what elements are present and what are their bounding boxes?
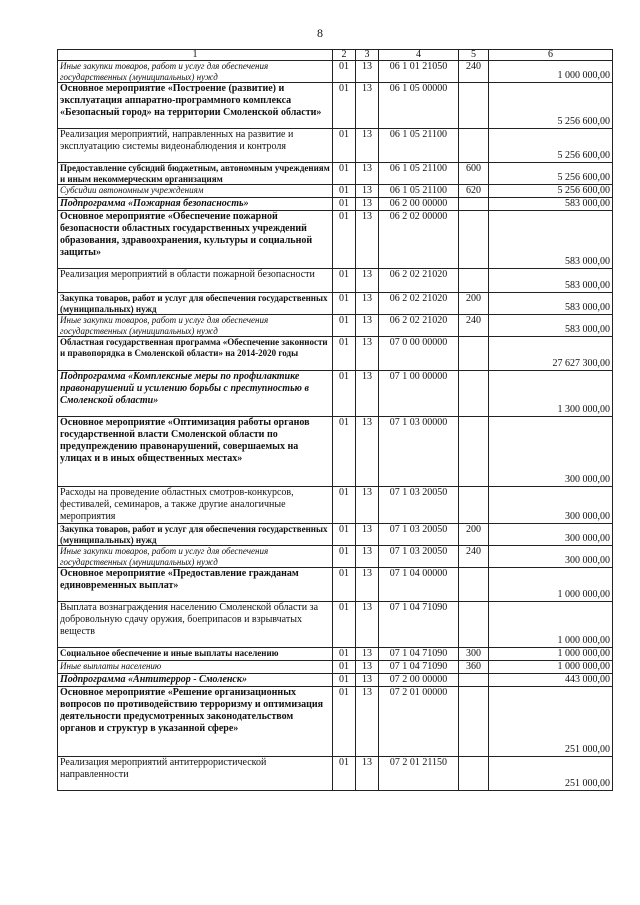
row-section-cell: 01 <box>333 83 356 129</box>
row-expense-type-cell <box>459 417 489 487</box>
page-number: 8 <box>317 26 323 40</box>
row-expense-type-cell: 200 <box>459 293 489 315</box>
row-subsection-cell: 13 <box>356 371 379 417</box>
row-name-cell: Подпрограмма «Антитеррор - Смоленск» <box>58 674 333 687</box>
table-row <box>58 185 613 198</box>
row-expense-type-cell <box>459 198 489 211</box>
row-subsection-cell: 13 <box>356 163 379 185</box>
table-row <box>58 269 613 293</box>
row-section-cell: 01 <box>333 487 356 524</box>
row-target-article-cell: 07 1 04 71090 <box>379 661 459 674</box>
row-expense-type-cell: 300 <box>459 648 489 661</box>
row-target-article-cell: 07 1 03 20050 <box>379 546 459 568</box>
table-row <box>58 546 613 568</box>
table-row <box>58 602 613 648</box>
row-name-cell: Закупка товаров, работ и услуг для обеспечения государственных (муниципальных) нужд <box>58 524 333 546</box>
header-cell: 6 <box>489 50 613 61</box>
row-amount-cell: 1 000 000,00 <box>489 661 613 674</box>
row-target-article-cell: 07 2 01 21150 <box>379 757 459 791</box>
row-subsection-cell: 13 <box>356 487 379 524</box>
row-expense-type-cell <box>459 337 489 371</box>
row-amount-cell: 1 000 000,00 <box>489 568 613 602</box>
table-row <box>58 417 613 487</box>
row-expense-type-cell <box>459 674 489 687</box>
header-cell: 4 <box>379 50 459 61</box>
row-expense-type-cell: 360 <box>459 661 489 674</box>
table-row <box>58 661 613 674</box>
row-subsection-cell: 13 <box>356 269 379 293</box>
row-section-cell: 01 <box>333 129 356 163</box>
row-target-article-cell: 06 2 02 21020 <box>379 315 459 337</box>
row-name-cell: Выплата вознаграждения населению Смоленской области за добровольную сдачу оружия, боеприпасов и взрывчатых веществ <box>58 602 333 648</box>
row-subsection-cell: 13 <box>356 198 379 211</box>
row-expense-type-cell: 240 <box>459 315 489 337</box>
row-section-cell: 01 <box>333 546 356 568</box>
row-subsection-cell: 13 <box>356 293 379 315</box>
table-row <box>58 337 613 371</box>
row-target-article-cell: 06 1 05 00000 <box>379 83 459 129</box>
table-row <box>58 568 613 602</box>
row-expense-type-cell <box>459 487 489 524</box>
row-expense-type-cell: 620 <box>459 185 489 198</box>
row-name-cell: Основное мероприятие «Оптимизация работы органов государственной власти Смоленской области по предупреждению правонарушений, совершаемых на улицах и в иных общественных местах» <box>58 417 333 487</box>
table-row <box>58 371 613 417</box>
row-subsection-cell: 13 <box>356 757 379 791</box>
row-subsection-cell: 13 <box>356 524 379 546</box>
table-row <box>58 674 613 687</box>
row-target-article-cell: 07 2 00 00000 <box>379 674 459 687</box>
row-target-article-cell: 07 1 04 71090 <box>379 602 459 648</box>
row-amount-cell: 583 000,00 <box>489 315 613 337</box>
row-name-cell: Подпрограмма «Комплексные меры по профилактике правонарушений и усилению борьбы с преступностью в Смоленской области» <box>58 371 333 417</box>
row-name-cell: Реализация мероприятий, направленных на развитие и эксплуатацию системы видеонаблюдения и контроля <box>58 129 333 163</box>
row-name-cell: Подпрограмма «Пожарная безопасность» <box>58 198 333 211</box>
row-target-article-cell: 06 1 05 21100 <box>379 185 459 198</box>
table-row <box>58 163 613 185</box>
row-name-cell: Предоставление субсидий бюджетным, автономным учреждениям и иным некоммерческим организациям <box>58 163 333 185</box>
row-amount-cell: 5 256 600,00 <box>489 129 613 163</box>
row-amount-cell: 251 000,00 <box>489 687 613 757</box>
row-expense-type-cell <box>459 687 489 757</box>
row-expense-type-cell <box>459 602 489 648</box>
row-section-cell: 01 <box>333 293 356 315</box>
row-expense-type-cell: 600 <box>459 163 489 185</box>
row-name-cell: Закупка товаров, работ и услуг для обеспечения государственных (муниципальных) нужд <box>58 293 333 315</box>
row-target-article-cell: 07 1 03 20050 <box>379 487 459 524</box>
row-subsection-cell: 13 <box>356 648 379 661</box>
header-cell: 1 <box>58 50 333 61</box>
row-amount-cell: 583 000,00 <box>489 269 613 293</box>
row-name-cell: Иные закупки товаров, работ и услуг для обеспечения государственных (муниципальных) нужд <box>58 546 333 568</box>
row-target-article-cell: 06 1 01 21050 <box>379 61 459 83</box>
row-subsection-cell: 13 <box>356 661 379 674</box>
row-section-cell: 01 <box>333 269 356 293</box>
table-row <box>58 293 613 315</box>
row-target-article-cell: 06 2 00 00000 <box>379 198 459 211</box>
row-section-cell: 01 <box>333 198 356 211</box>
row-subsection-cell: 13 <box>356 546 379 568</box>
row-amount-cell: 583 000,00 <box>489 198 613 211</box>
row-expense-type-cell: 200 <box>459 524 489 546</box>
row-section-cell: 01 <box>333 315 356 337</box>
row-target-article-cell: 07 1 00 00000 <box>379 371 459 417</box>
row-section-cell: 01 <box>333 661 356 674</box>
row-section-cell: 01 <box>333 417 356 487</box>
row-subsection-cell: 13 <box>356 211 379 269</box>
row-amount-cell: 5 256 600,00 <box>489 185 613 198</box>
row-subsection-cell: 13 <box>356 674 379 687</box>
row-target-article-cell: 06 2 02 21020 <box>379 293 459 315</box>
row-amount-cell: 300 000,00 <box>489 546 613 568</box>
row-amount-cell: 583 000,00 <box>489 293 613 315</box>
row-amount-cell: 300 000,00 <box>489 417 613 487</box>
row-amount-cell: 27 627 300,00 <box>489 337 613 371</box>
row-section-cell: 01 <box>333 674 356 687</box>
row-name-cell: Иные выплаты населению <box>58 661 333 674</box>
row-amount-cell: 5 256 600,00 <box>489 163 613 185</box>
row-target-article-cell: 06 1 05 21100 <box>379 163 459 185</box>
row-expense-type-cell <box>459 129 489 163</box>
row-amount-cell: 5 256 600,00 <box>489 83 613 129</box>
row-name-cell: Основное мероприятие «Обеспечение пожарной безопасности областных государственных учреждений образования, здравоохранения, культуры и социальной защиты» <box>58 211 333 269</box>
row-section-cell: 01 <box>333 371 356 417</box>
row-target-article-cell: 07 1 03 00000 <box>379 417 459 487</box>
header-cell: 3 <box>356 50 379 61</box>
row-target-article-cell: 06 1 05 21100 <box>379 129 459 163</box>
row-target-article-cell: 07 1 03 20050 <box>379 524 459 546</box>
row-section-cell: 01 <box>333 757 356 791</box>
table-row <box>58 61 613 83</box>
row-target-article-cell: 06 2 02 00000 <box>379 211 459 269</box>
row-section-cell: 01 <box>333 163 356 185</box>
row-amount-cell: 1 000 000,00 <box>489 648 613 661</box>
row-target-article-cell: 07 1 04 00000 <box>379 568 459 602</box>
row-name-cell: Реализация мероприятий в области пожарной безопасности <box>58 269 333 293</box>
header-cell: 5 <box>459 50 489 61</box>
row-subsection-cell: 13 <box>356 568 379 602</box>
row-target-article-cell: 07 0 00 00000 <box>379 337 459 371</box>
row-section-cell: 01 <box>333 185 356 198</box>
row-name-cell: Областная государственная программа «Обеспечение законности и правопорядка в Смоленской области» на 2014-2020 годы <box>58 337 333 371</box>
row-section-cell: 01 <box>333 61 356 83</box>
table-row <box>58 211 613 269</box>
row-amount-cell: 251 000,00 <box>489 757 613 791</box>
row-subsection-cell: 13 <box>356 129 379 163</box>
table-row <box>58 757 613 791</box>
row-amount-cell: 1 000 000,00 <box>489 602 613 648</box>
row-amount-cell: 1 000 000,00 <box>489 61 613 83</box>
budget-table <box>57 49 613 791</box>
row-expense-type-cell: 240 <box>459 61 489 83</box>
budget-table-body <box>58 50 613 791</box>
row-target-article-cell: 07 1 04 71090 <box>379 648 459 661</box>
row-expense-type-cell <box>459 568 489 602</box>
row-amount-cell: 300 000,00 <box>489 524 613 546</box>
row-expense-type-cell <box>459 269 489 293</box>
table-row <box>58 198 613 211</box>
row-name-cell: Иные закупки товаров, работ и услуг для обеспечения государственных (муниципальных) нужд <box>58 315 333 337</box>
row-expense-type-cell <box>459 211 489 269</box>
row-subsection-cell: 13 <box>356 185 379 198</box>
row-name-cell: Иные закупки товаров, работ и услуг для обеспечения государственных (муниципальных) нужд <box>58 61 333 83</box>
row-amount-cell: 583 000,00 <box>489 211 613 269</box>
row-section-cell: 01 <box>333 648 356 661</box>
row-name-cell: Основное мероприятие «Решение организационных вопросов по противодействию терроризму и оптимизация деятельности предусмотренных законодательством органов и структур в указанной сфере» <box>58 687 333 757</box>
row-amount-cell: 1 300 000,00 <box>489 371 613 417</box>
row-amount-cell: 443 000,00 <box>489 674 613 687</box>
table-row <box>58 129 613 163</box>
row-section-cell: 01 <box>333 524 356 546</box>
table-row <box>58 687 613 757</box>
row-name-cell: Социальное обеспечение и иные выплаты населению <box>58 648 333 661</box>
row-target-article-cell: 06 2 02 21020 <box>379 269 459 293</box>
row-subsection-cell: 13 <box>356 61 379 83</box>
row-expense-type-cell: 240 <box>459 546 489 568</box>
row-target-article-cell: 07 2 01 00000 <box>379 687 459 757</box>
row-section-cell: 01 <box>333 337 356 371</box>
row-subsection-cell: 13 <box>356 602 379 648</box>
row-name-cell: Субсидии автономным учреждениям <box>58 185 333 198</box>
row-expense-type-cell <box>459 371 489 417</box>
table-row <box>58 524 613 546</box>
table-header-row <box>58 50 613 61</box>
row-subsection-cell: 13 <box>356 417 379 487</box>
row-subsection-cell: 13 <box>356 315 379 337</box>
row-subsection-cell: 13 <box>356 337 379 371</box>
row-section-cell: 01 <box>333 602 356 648</box>
row-name-cell: Основное мероприятие «Построение (развитие) и эксплуатация аппаратно-программного комплекса «Безопасный город» на территории Смоленской области» <box>58 83 333 129</box>
row-section-cell: 01 <box>333 211 356 269</box>
table-row <box>58 487 613 524</box>
row-section-cell: 01 <box>333 687 356 757</box>
row-name-cell: Расходы на проведение областных смотров-конкурсов, фестивалей, семинаров, а также другие аналогичные мероприятия <box>58 487 333 524</box>
row-name-cell: Реализация мероприятий антитеррористической направленности <box>58 757 333 791</box>
row-expense-type-cell <box>459 83 489 129</box>
table-row <box>58 315 613 337</box>
table-row <box>58 83 613 129</box>
row-section-cell: 01 <box>333 568 356 602</box>
row-subsection-cell: 13 <box>356 83 379 129</box>
header-cell: 2 <box>333 50 356 61</box>
row-expense-type-cell <box>459 757 489 791</box>
row-subsection-cell: 13 <box>356 687 379 757</box>
table-row <box>58 648 613 661</box>
row-amount-cell: 300 000,00 <box>489 487 613 524</box>
row-name-cell: Основное мероприятие «Предоставление гражданам единовременных выплат» <box>58 568 333 602</box>
